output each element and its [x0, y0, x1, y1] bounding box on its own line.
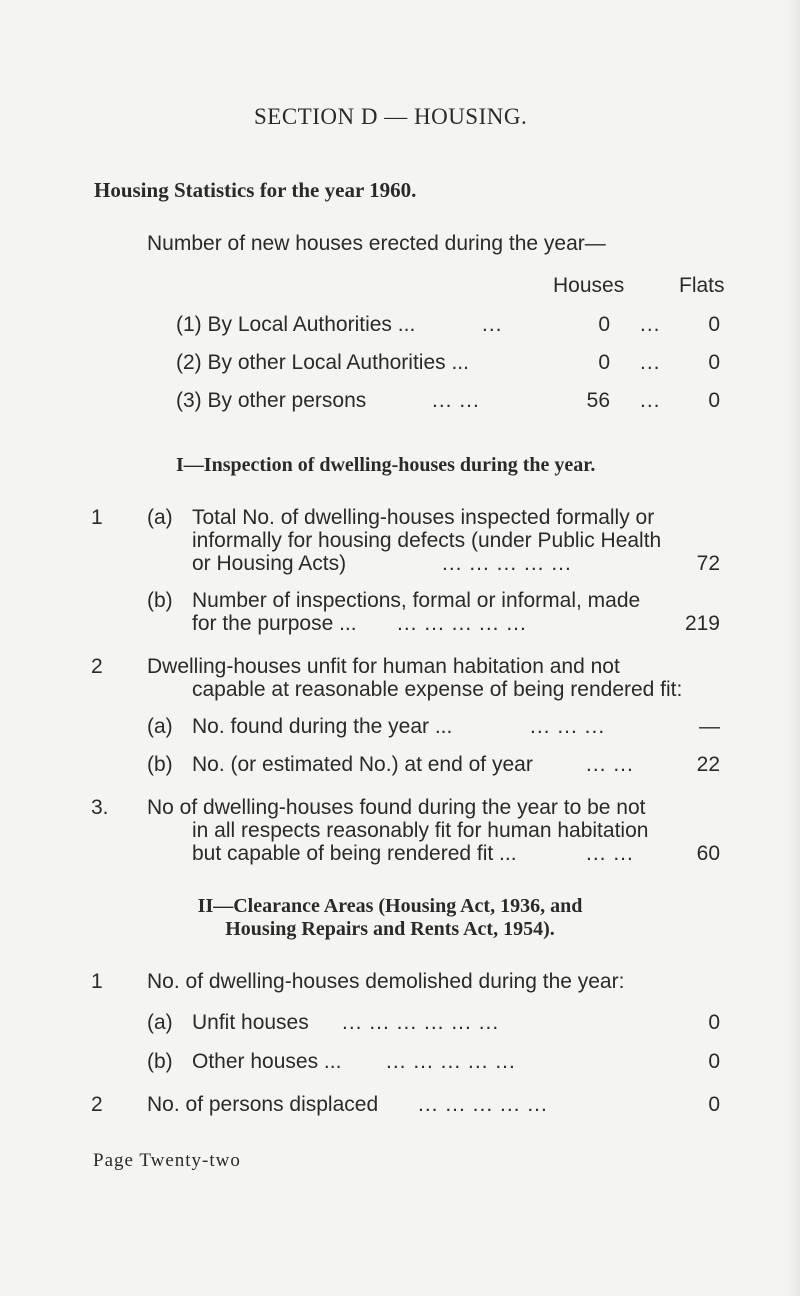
item-text: for the purpose ...: [192, 612, 357, 635]
item-value: 0: [708, 1011, 720, 1034]
item-value: 22: [696, 753, 720, 776]
item-number: 2: [91, 1093, 103, 1116]
stat-row-houses: 56: [586, 389, 610, 412]
item-text: capable at reasonable expense of being rendered fit:: [192, 678, 683, 701]
item-text: Total No. of dwelling-houses inspected formally or: [192, 506, 655, 529]
col-houses-header: Houses: [553, 274, 625, 297]
item-dots: ... ... ... ... ...: [386, 1050, 516, 1073]
item-text: but capable of being rendered fit ...: [192, 842, 517, 865]
item-value: 219: [684, 612, 720, 635]
new-houses-intro: Number of new houses erected during the year—: [147, 232, 606, 255]
item-letter: (b): [147, 589, 173, 612]
item-text: Dwelling-houses unfit for human habitation and not: [147, 655, 620, 678]
stat-row-houses: 0: [598, 313, 610, 336]
stat-row-label: (1) By Local Authorities ...: [176, 313, 416, 336]
stat-row-mid-dots: ...: [640, 389, 661, 412]
item-number: 2: [91, 655, 103, 678]
item-dots: ... ...: [586, 753, 634, 776]
stat-row-mid-dots: ...: [640, 313, 661, 336]
stat-row-houses: 0: [598, 351, 610, 374]
stat-row-dots: ... ...: [432, 389, 480, 412]
item-dots: ... ... ...: [530, 715, 606, 738]
item-text: or Housing Acts): [192, 552, 347, 575]
item-dots: ... ... ... ... ...: [418, 1093, 548, 1116]
section-title: SECTION D — HOUSING.: [254, 104, 528, 129]
item-value: 0: [708, 1050, 720, 1073]
item-dots: ... ... ... ... ...: [442, 552, 572, 575]
item-text: Unfit houses: [192, 1011, 309, 1034]
page-edge-shadow: [786, 0, 800, 1296]
item-text: No. of dwelling-houses demolished during the year:: [147, 970, 625, 993]
col-flats-header: Flats: [679, 274, 725, 297]
item-text: Other houses ...: [192, 1050, 342, 1073]
item-text: Number of inspections, formal or informal, made: [192, 589, 641, 612]
stat-row-mid-dots: ...: [640, 351, 661, 374]
page-number: Page Twenty-two: [93, 1150, 241, 1171]
housing-statistics-heading: Housing Statistics for the year 1960.: [94, 178, 417, 202]
item-text: No. found during the year ...: [192, 715, 453, 738]
item-value: 72: [696, 552, 720, 575]
stat-row-dots: ...: [482, 313, 503, 336]
item-letter: (a): [147, 715, 173, 738]
stat-row-flats: 0: [708, 351, 720, 374]
item-text: informally for housing defects (under Public Health: [192, 529, 662, 552]
item-text: in all respects reasonably fit for human habitation: [192, 819, 649, 842]
item-letter: (a): [147, 506, 173, 529]
item-value: 60: [696, 842, 720, 865]
item-number: 3.: [91, 796, 109, 819]
item-number: 1: [91, 970, 103, 993]
item-letter: (b): [147, 753, 173, 776]
stat-row-label: (3) By other persons: [176, 389, 367, 412]
item-value: 0: [708, 1093, 720, 1116]
inspection-heading: I—Inspection of dwelling-houses during the year.: [176, 454, 596, 476]
stat-row-flats: 0: [708, 389, 720, 412]
item-text: No of dwelling-houses found during the year to be not: [147, 796, 646, 819]
item-dots: ... ... ... ... ...: [397, 612, 527, 635]
clearance-heading-line2: Housing Repairs and Rents Act, 1954).: [225, 918, 555, 940]
item-text: No. (or estimated No.) at end of year: [192, 753, 533, 776]
item-letter: (a): [147, 1011, 173, 1034]
stat-row-flats: 0: [708, 313, 720, 336]
item-dots: ... ... ... ... ... ...: [342, 1011, 500, 1034]
item-letter: (b): [147, 1050, 173, 1073]
item-dots: ... ...: [586, 842, 634, 865]
item-value: —: [699, 715, 720, 738]
item-text: No. of persons displaced: [147, 1093, 379, 1116]
item-number: 1: [91, 506, 103, 529]
stat-row-label: (2) By other Local Authorities ...: [176, 351, 469, 374]
clearance-heading-line1: II—Clearance Areas (Housing Act, 1936, and: [197, 895, 583, 917]
